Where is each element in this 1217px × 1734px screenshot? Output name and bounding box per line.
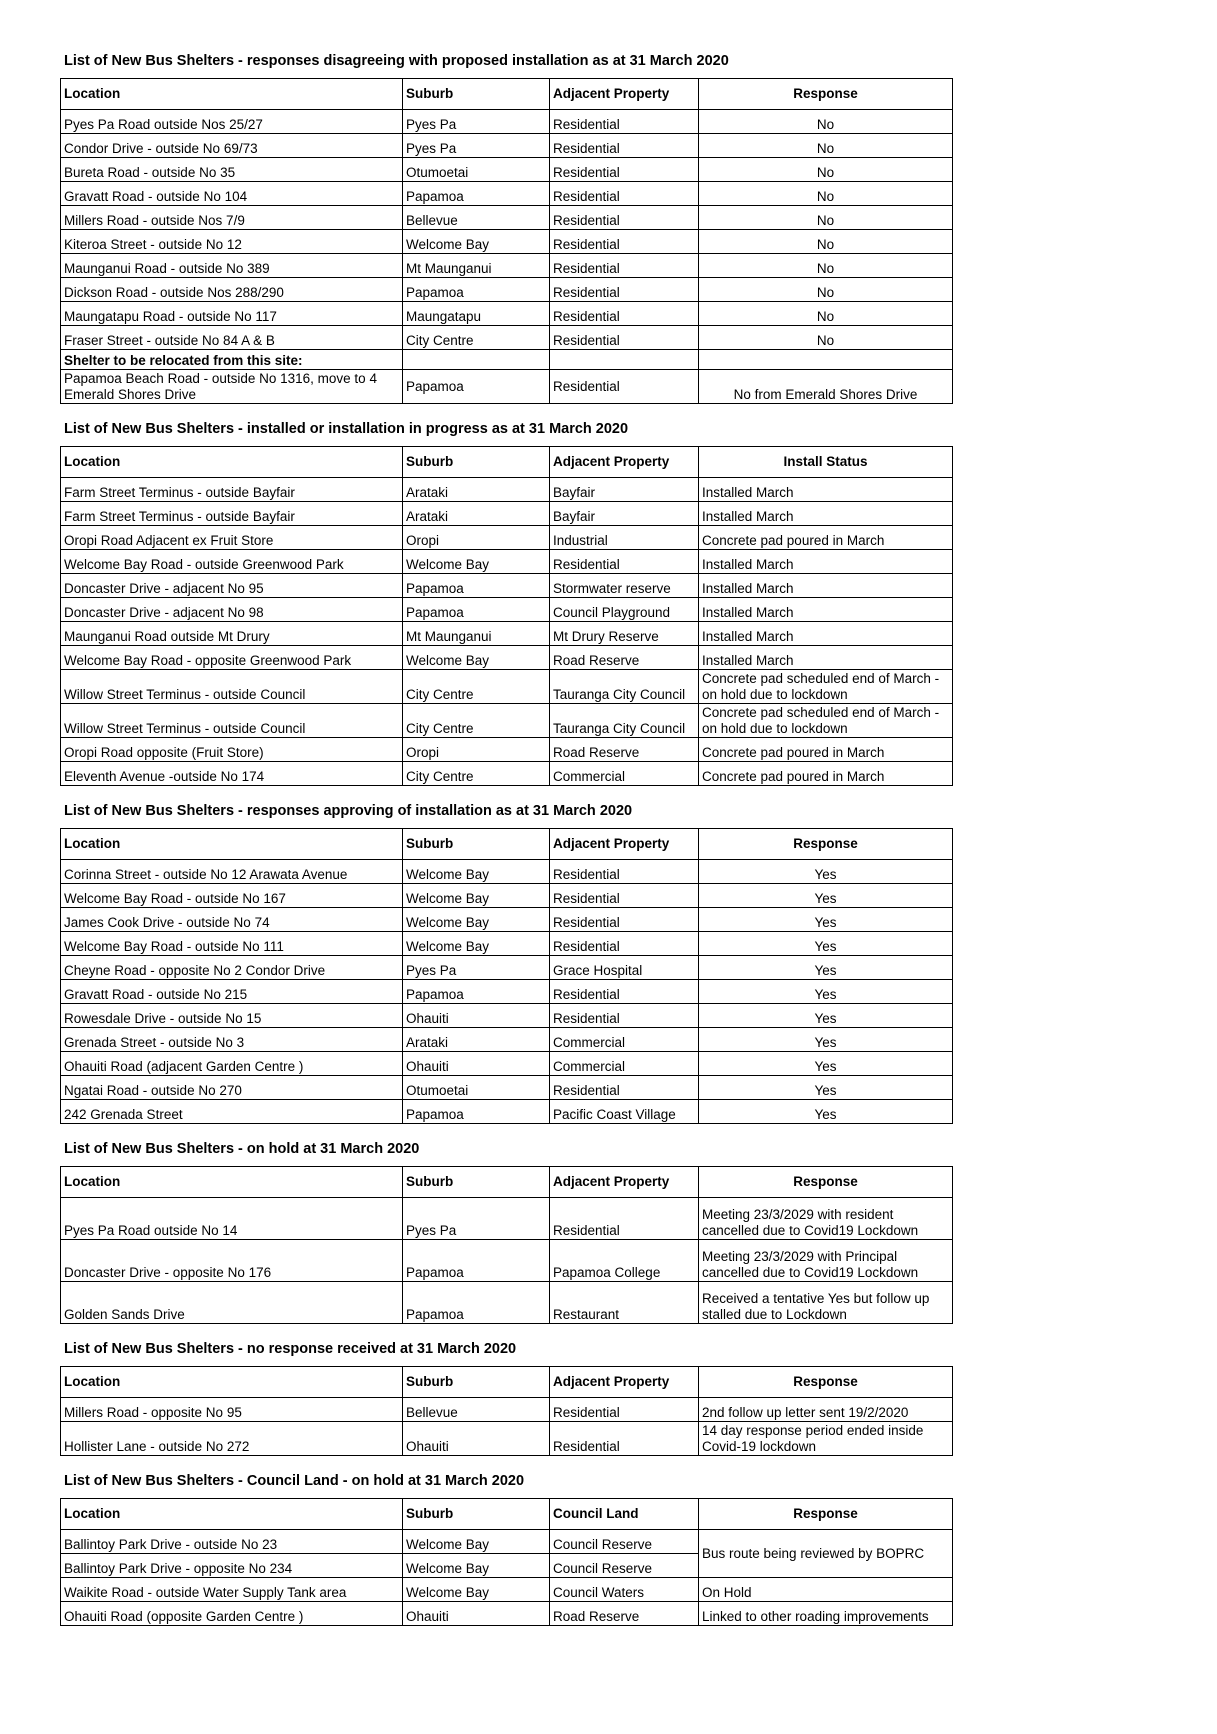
cell-response: Yes [699,1100,953,1124]
cell-suburb: Mt Maunganui [403,622,550,646]
cell-suburb: Welcome Bay [403,1530,550,1554]
cell-suburb: Arataki [403,502,550,526]
cell-location: Condor Drive - outside No 69/73 [61,134,403,158]
cell-property: Road Reserve [550,646,699,670]
cell-property: Residential [550,1422,699,1456]
cell-response: Yes [699,932,953,956]
table-header-row [61,1167,953,1198]
cell-response: Received a tentative Yes but follow up stalled due to Lockdown [699,1282,953,1324]
section-title: List of New Bus Shelters - on hold at 31 March 2020 [64,1141,420,1157]
cell-property: Council Waters [550,1578,699,1602]
cell-response: 14 day response period ended inside Covid-19 lockdown [699,1422,953,1456]
cell-suburb: Papamoa [403,1100,550,1124]
table-row [61,574,953,598]
cell-property: Grace Hospital [550,956,699,980]
header-location: Location [61,79,403,110]
table-header-row [61,447,953,478]
cell-suburb: Papamoa [403,182,550,206]
cell-location: Rowesdale Drive - outside No 15 [61,1004,403,1028]
cell-suburb: Welcome Bay [403,932,550,956]
cell-location: Maungatapu Road - outside No 117 [61,302,403,326]
cell-location: Welcome Bay Road - outside No 111 [61,932,403,956]
cell-status: Concrete pad poured in March [699,738,953,762]
cell-location: Welcome Bay Road - outside Greenwood Park [61,550,403,574]
cell-status: Installed March [699,478,953,502]
header-response: Response [699,829,953,860]
header-suburb: Suburb [403,829,550,860]
table-header-row [61,79,953,110]
header-location: Location [61,1167,403,1198]
table-row-subheading [61,350,953,370]
cell-suburb: Papamoa [403,370,550,404]
cell-suburb: Ohauiti [403,1602,550,1626]
header-suburb: Suburb [403,447,550,478]
cell-property: Residential [550,326,699,350]
cell-suburb: Papamoa [403,980,550,1004]
cell-location: Millers Road - opposite No 95 [61,1398,403,1422]
table-row [61,1282,953,1324]
header-location: Location [61,829,403,860]
cell-location: Fraser Street - outside No 84 A & B [61,326,403,350]
table-row [61,1422,953,1456]
cell-property: Residential [550,302,699,326]
cell-property: Residential [550,1076,699,1100]
cell-property: Tauranga City Council [550,670,699,704]
cell-response: Yes [699,1028,953,1052]
header-install-status: Install Status [699,447,953,478]
header-adjacent-property: Adjacent Property [550,79,699,110]
table-row [61,622,953,646]
cell-location: Farm Street Terminus - outside Bayfair [61,502,403,526]
table-row [61,1028,953,1052]
table-row [61,1076,953,1100]
cell-location: Grenada Street - outside No 3 [61,1028,403,1052]
cell-response: No [699,302,953,326]
table-row [61,598,953,622]
cell-property: Restaurant [550,1282,699,1324]
cell-status: Installed March [699,550,953,574]
cell-property: Residential [550,230,699,254]
table-row [61,860,953,884]
cell-location: Waikite Road - outside Water Supply Tank area [61,1578,403,1602]
cell-response: Yes [699,1052,953,1076]
cell-response: No [699,326,953,350]
header-response: Response [699,79,953,110]
cell-property: Papamoa College [550,1240,699,1282]
cell-suburb: Ohauiti [403,1052,550,1076]
cell-suburb: Welcome Bay [403,646,550,670]
cell-location: Millers Road - outside Nos 7/9 [61,206,403,230]
cell-location: Eleventh Avenue -outside No 174 [61,762,403,786]
header-location: Location [61,1499,403,1530]
cell-location: Maunganui Road outside Mt Drury [61,622,403,646]
cell-location: Kiteroa Street - outside No 12 [61,230,403,254]
cell-location: Maunganui Road - outside No 389 [61,254,403,278]
cell-property: Road Reserve [550,738,699,762]
cell-location: Ohauiti Road (opposite Garden Centre ) [61,1602,403,1626]
table-row [61,134,953,158]
section-title: List of New Bus Shelters - Council Land - on hold at 31 March 2020 [64,1473,525,1489]
cell-location: Willow Street Terminus - outside Council [61,704,403,738]
cell-suburb: Papamoa [403,574,550,598]
cell-suburb: Welcome Bay [403,908,550,932]
on-hold-table [60,1166,953,1324]
cell-suburb: Papamoa [403,278,550,302]
cell-location: Oropi Road opposite (Fruit Store) [61,738,403,762]
section-title: List of New Bus Shelters - responses disagreeing with proposed installation as at 31 March 2020 [64,53,729,69]
cell-response: Yes [699,1004,953,1028]
cell-location: Oropi Road Adjacent ex Fruit Store [61,526,403,550]
table-row [61,326,953,350]
table-row [61,670,953,704]
cell-response: No [699,254,953,278]
section-council-land [60,1468,952,1626]
table-row [61,370,953,404]
header-adjacent-property: Adjacent Property [550,447,699,478]
table-header-row [61,1367,953,1398]
cell-property [550,350,699,370]
cell-suburb: Otumoetai [403,158,550,182]
cell-response: No [699,134,953,158]
cell-status: Installed March [699,598,953,622]
table-row [61,278,953,302]
cell-suburb: Papamoa [403,598,550,622]
table-row [61,1100,953,1124]
cell-response: Yes [699,980,953,1004]
table-header-row [61,829,953,860]
cell-status: Concrete pad scheduled end of March - on hold due to lockdown [699,670,953,704]
cell-suburb: Papamoa [403,1282,550,1324]
cell-property: Bayfair [550,478,699,502]
cell-suburb: Welcome Bay [403,230,550,254]
table-row [61,502,953,526]
approving-table [60,828,953,1124]
cell-property: Residential [550,860,699,884]
table-row [61,1240,953,1282]
cell-response: No [699,110,953,134]
table-row [61,980,953,1004]
header-adjacent-property: Adjacent Property [550,829,699,860]
table-row [61,302,953,326]
cell-response: Yes [699,956,953,980]
cell-property: Residential [550,158,699,182]
cell-location: Welcome Bay Road - outside No 167 [61,884,403,908]
table-row [61,1398,953,1422]
cell-response: Meeting 23/3/2029 with Principal cancelled due to Covid19 Lockdown [699,1240,953,1282]
cell-property: Bayfair [550,502,699,526]
cell-location: Welcome Bay Road - opposite Greenwood Park [61,646,403,670]
header-suburb: Suburb [403,1367,550,1398]
cell-suburb: Oropi [403,738,550,762]
cell-status: Concrete pad poured in March [699,762,953,786]
cell-response: No [699,206,953,230]
table-row [61,1052,953,1076]
cell-response: Yes [699,908,953,932]
header-response: Response [699,1367,953,1398]
cell-suburb: City Centre [403,762,550,786]
header-suburb: Suburb [403,1499,550,1530]
header-suburb: Suburb [403,79,550,110]
cell-property: Pacific Coast Village [550,1100,699,1124]
table-row [61,1578,953,1602]
cell-suburb: Ohauiti [403,1004,550,1028]
cell-suburb: Papamoa [403,1240,550,1282]
cell-suburb: Pyes Pa [403,1198,550,1240]
header-location: Location [61,447,403,478]
cell-suburb: Pyes Pa [403,956,550,980]
cell-response: Linked to other roading improvements [699,1602,953,1626]
cell-location: James Cook Drive - outside No 74 [61,908,403,932]
cell-response: Yes [699,860,953,884]
cell-property: Residential [550,1004,699,1028]
cell-response: Meeting 23/3/2029 with resident cancelled due to Covid19 Lockdown [699,1198,953,1240]
cell-property: Residential [550,206,699,230]
table-row [61,956,953,980]
cell-location: Ballintoy Park Drive - outside No 23 [61,1530,403,1554]
cell-location: Dickson Road - outside Nos 288/290 [61,278,403,302]
cell-property: Council Playground [550,598,699,622]
document-page [60,48,952,1638]
cell-suburb: Arataki [403,478,550,502]
cell-property: Residential [550,908,699,932]
cell-response: No [699,230,953,254]
cell-location: Ngatai Road - outside No 270 [61,1076,403,1100]
cell-location: Corinna Street - outside No 12 Arawata Avenue [61,860,403,884]
cell-location: Golden Sands Drive [61,1282,403,1324]
cell-status: Installed March [699,622,953,646]
cell-response: No [699,158,953,182]
cell-location: Gravatt Road - outside No 215 [61,980,403,1004]
cell-relocation-note: Shelter to be relocated from this site: [61,350,403,370]
cell-suburb: Arataki [403,1028,550,1052]
header-adjacent-property: Adjacent Property [550,1167,699,1198]
cell-property: Industrial [550,526,699,550]
cell-location: Ohauiti Road (adjacent Garden Centre ) [61,1052,403,1076]
cell-location: Doncaster Drive - adjacent No 98 [61,598,403,622]
cell-suburb: Welcome Bay [403,1578,550,1602]
cell-property: Residential [550,254,699,278]
table-row [61,884,953,908]
header-location: Location [61,1367,403,1398]
cell-suburb: Bellevue [403,1398,550,1422]
table-row [61,206,953,230]
cell-suburb: Bellevue [403,206,550,230]
table-row [61,646,953,670]
cell-property: Commercial [550,1028,699,1052]
cell-location: Willow Street Terminus - outside Council [61,670,403,704]
cell-property: Commercial [550,1052,699,1076]
cell-response: Bus route being reviewed by BOPRC [699,1530,953,1578]
cell-property: Residential [550,182,699,206]
table-row [61,478,953,502]
header-response: Response [699,1167,953,1198]
cell-suburb [403,350,550,370]
disagreeing-table [60,78,953,404]
cell-response: No from Emerald Shores Drive [699,370,953,404]
cell-suburb: Mt Maunganui [403,254,550,278]
cell-suburb: Welcome Bay [403,860,550,884]
cell-location: Pyes Pa Road outside Nos 25/27 [61,110,403,134]
cell-property: Road Reserve [550,1602,699,1626]
cell-property: Tauranga City Council [550,704,699,738]
cell-suburb: City Centre [403,704,550,738]
cell-response: Yes [699,1076,953,1100]
cell-suburb: Oropi [403,526,550,550]
table-row [61,158,953,182]
cell-suburb: City Centre [403,326,550,350]
cell-response: On Hold [699,1578,953,1602]
cell-location: Doncaster Drive - adjacent No 95 [61,574,403,598]
cell-property: Residential [550,1198,699,1240]
table-row [61,738,953,762]
section-no-response [60,1336,952,1456]
header-response: Response [699,1499,953,1530]
cell-location: Doncaster Drive - opposite No 176 [61,1240,403,1282]
section-on-hold [60,1136,952,1324]
cell-location: Bureta Road - outside No 35 [61,158,403,182]
cell-status: Concrete pad scheduled end of March - on hold due to lockdown [699,704,953,738]
section-title: List of New Bus Shelters - no response received at 31 March 2020 [64,1341,517,1357]
table-row [61,526,953,550]
table-row [61,254,953,278]
cell-location: Papamoa Beach Road - outside No 1316, move to 4 Emerald Shores Drive [61,370,403,404]
cell-property: Residential [550,884,699,908]
table-row [61,550,953,574]
cell-status: Concrete pad poured in March [699,526,953,550]
cell-location: Hollister Lane - outside No 272 [61,1422,403,1456]
table-row [61,110,953,134]
cell-suburb: Pyes Pa [403,110,550,134]
cell-location: Ballintoy Park Drive - opposite No 234 [61,1554,403,1578]
cell-location: Pyes Pa Road outside No 14 [61,1198,403,1240]
cell-location: Cheyne Road - opposite No 2 Condor Drive [61,956,403,980]
header-adjacent-property: Adjacent Property [550,1367,699,1398]
table-row [61,932,953,956]
cell-suburb: City Centre [403,670,550,704]
cell-property: Council Reserve [550,1554,699,1578]
cell-property: Residential [550,110,699,134]
section-disagreeing [60,48,952,404]
cell-response: No [699,182,953,206]
cell-suburb: Maungatapu [403,302,550,326]
cell-property: Residential [550,550,699,574]
cell-property: Residential [550,1398,699,1422]
table-row [61,908,953,932]
section-title: List of New Bus Shelters - responses approving of installation as at 31 March 2020 [64,803,633,819]
cell-property: Council Reserve [550,1530,699,1554]
section-title: List of New Bus Shelters - installed or installation in progress as at 31 March 2020 [64,421,629,437]
cell-response [699,350,953,370]
cell-suburb: Otumoetai [403,1076,550,1100]
section-approving [60,798,952,1124]
table-row [61,762,953,786]
cell-location: Gravatt Road - outside No 104 [61,182,403,206]
installed-table [60,446,953,786]
section-installed [60,416,952,786]
table-row [61,182,953,206]
cell-suburb: Pyes Pa [403,134,550,158]
cell-location: Farm Street Terminus - outside Bayfair [61,478,403,502]
council-land-table [60,1498,953,1626]
table-header-row [61,1499,953,1530]
cell-property: Commercial [550,762,699,786]
cell-response: No [699,278,953,302]
cell-property: Mt Drury Reserve [550,622,699,646]
cell-status: Installed March [699,574,953,598]
cell-property: Residential [550,932,699,956]
cell-status: Installed March [699,502,953,526]
table-row [61,1198,953,1240]
header-council-land: Council Land [550,1499,699,1530]
cell-status: Installed March [699,646,953,670]
cell-suburb: Welcome Bay [403,550,550,574]
table-row [61,1602,953,1626]
table-row [61,230,953,254]
table-row [61,1004,953,1028]
cell-property: Stormwater reserve [550,574,699,598]
cell-property: Residential [550,370,699,404]
cell-location: 242 Grenada Street [61,1100,403,1124]
cell-response: Yes [699,884,953,908]
table-row [61,1530,953,1554]
cell-suburb: Welcome Bay [403,1554,550,1578]
cell-suburb: Welcome Bay [403,884,550,908]
cell-property: Residential [550,134,699,158]
no-response-table [60,1366,953,1456]
cell-suburb: Ohauiti [403,1422,550,1456]
cell-response: 2nd follow up letter sent 19/2/2020 [699,1398,953,1422]
header-suburb: Suburb [403,1167,550,1198]
cell-property: Residential [550,980,699,1004]
table-row [61,704,953,738]
cell-property: Residential [550,278,699,302]
